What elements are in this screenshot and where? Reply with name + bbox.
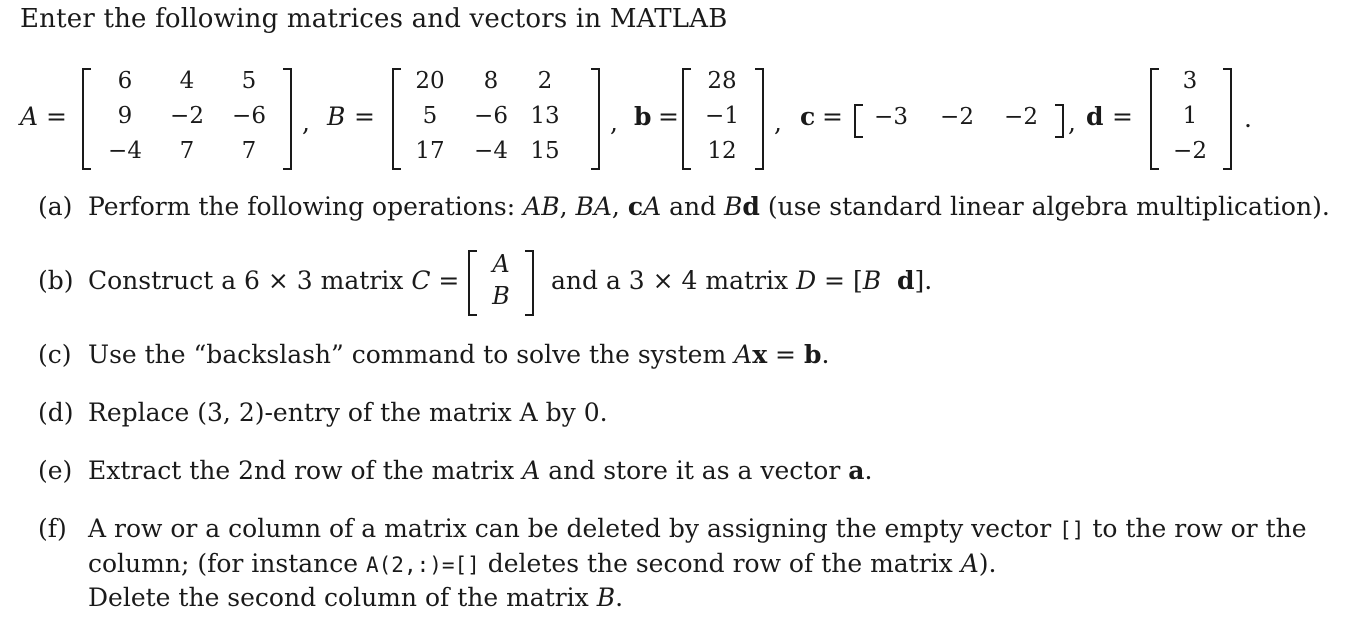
separator: ,	[611, 192, 628, 221]
math-B: B	[862, 266, 882, 295]
equals-sign: =	[354, 102, 375, 131]
A-symbol: A	[20, 102, 39, 131]
vector-b-cell: 28	[707, 68, 737, 94]
equals-sign: =	[658, 102, 679, 131]
math-D: D	[796, 266, 817, 295]
vector-b	[682, 68, 764, 170]
code-empty-vector: []	[1059, 518, 1085, 542]
item-text: A row or a column of a matrix can be deleted by assigning the empty vector	[88, 514, 1060, 543]
matrix-B-cell: 8	[483, 68, 499, 94]
item-text: = [	[816, 266, 863, 295]
math-AB: AB	[523, 192, 560, 221]
matrix-A-cell: 9	[117, 103, 133, 129]
d-symbol: d	[1086, 102, 1104, 131]
matrix-B-cell: 2	[537, 68, 553, 94]
matrix-A-cell: −4	[108, 138, 142, 164]
matrix-B-cell: −4	[474, 138, 508, 164]
vector-d-cell: 1	[1182, 103, 1198, 129]
item-text: ].	[914, 266, 933, 295]
vector-c-cell: −3	[874, 104, 908, 130]
item-text: .	[864, 456, 873, 485]
matrix-B-cell: 20	[415, 68, 445, 94]
bracket-right	[755, 68, 764, 170]
bracket-right	[1055, 104, 1064, 138]
item-text: and a 3 × 4 matrix	[551, 266, 797, 295]
item-b-cont	[551, 266, 932, 295]
bracket-right	[1223, 68, 1232, 170]
vector-b-cell: 12	[707, 138, 737, 164]
item-e	[38, 456, 872, 485]
comma: ,	[610, 108, 618, 137]
item-text: Extract the 2nd row of the matrix	[88, 456, 523, 485]
item-c	[38, 340, 829, 369]
code-example: A(2,:)=[]	[366, 553, 480, 577]
math-b: b	[803, 340, 822, 369]
item-b	[38, 266, 459, 295]
item-label: (a)	[38, 192, 73, 221]
item-text: Construct a 6 × 3 matrix	[88, 266, 412, 295]
math-x: x	[752, 340, 768, 369]
equals-sign: =	[822, 102, 843, 131]
item-label: (e)	[38, 456, 73, 485]
period: .	[1244, 104, 1252, 133]
math-A: A	[960, 549, 979, 578]
equals-sign: =	[430, 266, 460, 295]
matrix-A-cell: 6	[117, 68, 133, 94]
matrix-C-stack	[468, 250, 534, 316]
item-f-line3	[88, 583, 623, 612]
bracket-right	[525, 250, 534, 316]
item-f	[38, 514, 1307, 543]
comma: ,	[302, 108, 310, 137]
b-symbol: b	[634, 102, 652, 131]
item-text: deletes the second row of the matrix	[479, 549, 961, 578]
item-f-line2	[88, 549, 997, 578]
matrix-A-cell: −2	[170, 103, 204, 129]
math-A: A	[643, 192, 662, 221]
item-text: .	[821, 340, 830, 369]
item-label: (d)	[38, 398, 74, 427]
bracket-left	[1150, 68, 1159, 170]
bracket-right	[283, 68, 292, 170]
item-text: Perform the following operations:	[88, 192, 524, 221]
vector-d-cell: −2	[1173, 138, 1207, 164]
item-text: Delete the second column of the matrix	[88, 583, 597, 612]
B-symbol: B	[327, 102, 346, 131]
stack-bottom: B	[492, 282, 510, 310]
equals-sign: =	[1112, 102, 1133, 131]
separator: ,	[559, 192, 576, 221]
equals-sign: =	[767, 340, 804, 369]
item-text: Use the “backslash” command to solve the system	[88, 340, 735, 369]
math-a: a	[848, 456, 865, 485]
matrix-B-cell: 15	[530, 138, 560, 164]
math-d: d	[897, 266, 915, 295]
bracket-left	[854, 104, 863, 138]
c-symbol: c	[800, 102, 816, 131]
vector-d	[1150, 68, 1232, 170]
matrix-A-cell: −6	[232, 103, 266, 129]
item-label: (f)	[38, 514, 67, 543]
item-text: .	[615, 583, 624, 612]
math-B: B	[724, 192, 743, 221]
bracket-right	[591, 68, 600, 170]
comma: ,	[774, 108, 782, 137]
equals-sign: =	[46, 102, 67, 131]
item-text: Replace (3, 2)-entry of the matrix A by 0.	[88, 398, 608, 427]
math-BA: BA	[575, 192, 612, 221]
matrix-B-cell: 17	[415, 138, 445, 164]
item-text: to the row or the	[1084, 514, 1307, 543]
item-label: (c)	[38, 340, 72, 369]
matrix-B-cell: −6	[474, 103, 508, 129]
item-text: column; (for instance	[88, 549, 367, 578]
matrix-A-cell: 5	[241, 68, 257, 94]
math-B: B	[596, 583, 616, 612]
math-A: A	[734, 340, 753, 369]
bracket-left	[682, 68, 691, 170]
matrix-A-cell: 7	[179, 138, 195, 164]
item-a	[38, 192, 1330, 221]
math-d: d	[742, 192, 760, 221]
vector-b-cell: −1	[705, 103, 739, 129]
math-c: c	[627, 192, 644, 221]
matrix-A-cell: 7	[241, 138, 257, 164]
matrix-B	[392, 68, 600, 170]
matrix-A-cell: 4	[179, 68, 195, 94]
vector-c-cell: −2	[1004, 104, 1038, 130]
matrix-B-cell: 13	[530, 103, 560, 129]
item-text: ).	[978, 549, 997, 578]
vector-c-cell: −2	[940, 104, 974, 130]
vector-c	[854, 104, 1064, 138]
stack-top: A	[492, 250, 510, 278]
matrix-A	[82, 68, 292, 170]
heading: Enter the following matrices and vectors in MATLAB	[20, 4, 728, 34]
comma: ,	[1068, 108, 1076, 137]
bracket-left	[82, 68, 91, 170]
item-text: (use standard linear algebra multiplication).	[759, 192, 1330, 221]
bracket-left	[392, 68, 401, 170]
math-A: A	[522, 456, 541, 485]
item-text: and	[661, 192, 725, 221]
item-text: and store it as a vector	[540, 456, 849, 485]
vector-d-cell: 3	[1182, 68, 1198, 94]
item-label: (b)	[38, 266, 74, 295]
matrix-B-cell: 5	[422, 103, 438, 129]
item-d	[38, 398, 608, 427]
math-C: C	[411, 266, 431, 295]
